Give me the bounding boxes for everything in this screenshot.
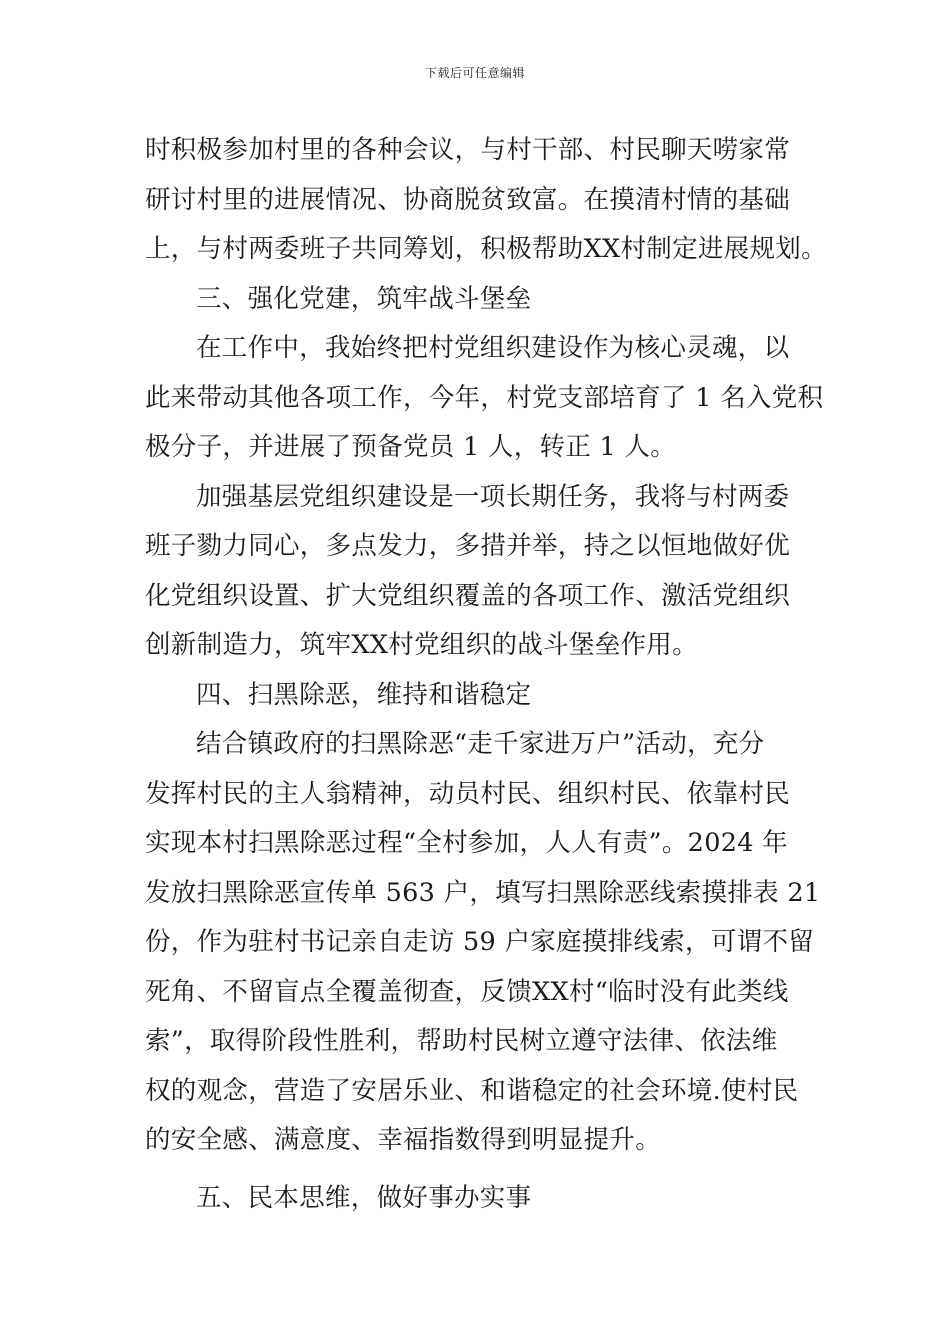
- paragraph-line: 死角、不留盲点全覆盖彻查，反馈XX村“临时没有此类线: [145, 976, 789, 1007]
- paragraph-line: 在工作中，我始终把村党组织建设作为核心灵魂，以: [196, 333, 790, 363]
- paragraph-line: 研讨村里的进展情况、协商脱贫致富。在摸清村情的基础: [145, 184, 791, 215]
- paragraph-line: 发挥村民的主人翁精神，动员村民、组织村民、依靠村民: [145, 778, 791, 809]
- document-body: [145, 126, 827, 1223]
- paragraph-line: 发放扫黑除恶宣传单 563 户，填写扫黑除恶线索摸排表 21: [145, 877, 821, 908]
- paragraph-line: 结合镇政府的扫黑除恶“走千家进万户”活动，充分: [196, 729, 765, 759]
- paragraph-line: 极分子，并进展了预备党员 1 人，转正 1 人。: [145, 432, 677, 462]
- paragraph-line: 份，作为驻村书记亲自走访 59 户家庭摸排线索，可谓不留: [145, 927, 815, 957]
- paragraph-line: 创新制造力，筑牢XX村党组织的战斗堡垒作用。: [145, 630, 698, 660]
- paragraph-line: 化党组织设置、扩大党组织覆盖的各项工作、激活党组织: [145, 580, 791, 611]
- paragraph-line: 的安全感、满意度、幸福指数得到明显提升。: [145, 1125, 662, 1155]
- page-header: 下载后可任意编辑: [424, 66, 525, 80]
- paragraph-line: 实现本村扫黑除恶过程“全村参加，人人有责”。2024 年: [145, 828, 788, 858]
- paragraph-line: 班子勠力同心，多点发力，多措并举，持之以恒地做好优: [145, 531, 791, 561]
- paragraph-line: 权的观念，营造了安居乐业、和谐稳定的社会环境.使村民: [145, 1075, 799, 1106]
- paragraph-line: 索”，取得阶段性胜利，帮助村民树立遵守法律、依法维: [145, 1026, 778, 1056]
- paragraph-line: 上，与村两委班子共同筹划，积极帮助XX村制定进展规划。: [145, 234, 827, 264]
- paragraph-line: 时积极参加村里的各种会议，与村干部、村民聊天唠家常: [145, 135, 791, 165]
- paragraph-line: 加强基层党组织建设是一项长期任务，我将与村两委: [196, 481, 790, 512]
- section-heading: 三、强化党建，筑牢战斗堡垒: [196, 283, 532, 314]
- paragraph-gap: [145, 1166, 810, 1174]
- section-heading: 四、扫黑除恶，维持和谐稳定: [196, 679, 532, 710]
- section-heading: 五、民本思维，做好事办实事: [196, 1182, 532, 1213]
- paragraph-line: 此来带动其他各项工作，今年，村党支部培育了 1 名入党积: [145, 382, 824, 413]
